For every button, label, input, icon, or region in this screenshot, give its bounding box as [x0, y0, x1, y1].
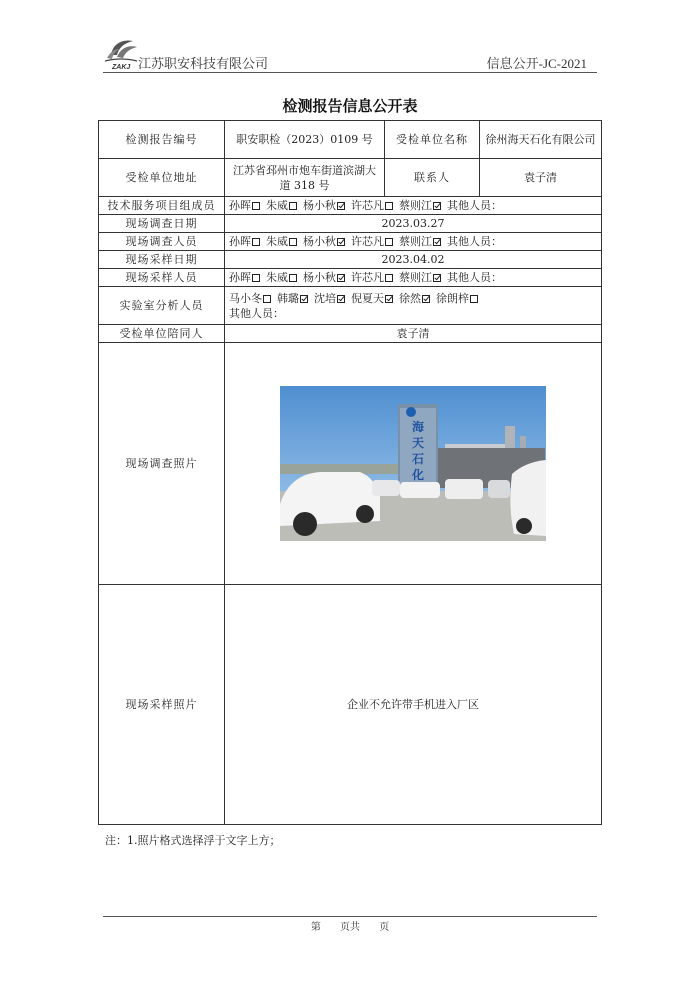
checked-box-icon	[433, 202, 441, 210]
report-no: 职安职检（2023）0109 号	[225, 121, 385, 159]
survey-staff-label: 现场调查人员	[99, 233, 225, 251]
staff-member	[399, 235, 444, 248]
staff-name: 许芯凡	[351, 199, 384, 212]
staff-name: 马小冬	[229, 291, 262, 305]
unchecked-box-icon	[289, 202, 297, 210]
staff-member	[399, 199, 444, 212]
staff-name: 徐朗梓	[436, 291, 469, 305]
staff-member	[351, 199, 396, 212]
footnote: 注：1.照片格式选择浮于文字上方；	[105, 834, 281, 847]
unchecked-box-icon	[470, 295, 478, 303]
staff-name: 杨小秋	[303, 199, 336, 212]
staff-member	[399, 292, 433, 305]
unchecked-box-icon	[263, 295, 271, 303]
checked-box-icon	[433, 274, 441, 282]
sampling-photo-note: 企业不允许带手机进入厂区	[225, 585, 602, 825]
survey-photo-cell	[225, 343, 602, 585]
sampling-date: 2023.04.02	[225, 251, 602, 269]
table-row	[99, 269, 602, 287]
sign-char: 天	[411, 436, 425, 450]
table-row	[99, 121, 602, 159]
staff-name: 许芯凡	[351, 271, 384, 284]
table-row	[99, 585, 602, 825]
others-label: 其他人员：	[447, 199, 502, 212]
table-row	[99, 215, 602, 233]
unchecked-box-icon	[385, 202, 393, 210]
sampling-date-label: 现场采样日期	[99, 251, 225, 269]
checked-box-icon	[422, 295, 430, 303]
staff-name: 朱威	[266, 235, 288, 248]
footer-pages: 页	[379, 922, 390, 933]
escort-label: 受检单位陪同人	[99, 325, 225, 343]
table-row	[99, 343, 602, 585]
survey-date: 2023.03.27	[225, 215, 602, 233]
staff-name: 韩璐	[277, 291, 299, 305]
checked-box-icon	[300, 295, 308, 303]
sampling-photo-label: 现场采样照片	[99, 585, 225, 825]
survey-photo	[280, 386, 546, 541]
staff-member	[399, 271, 444, 284]
tech-team-label: 技术服务项目组成员	[99, 197, 225, 215]
staff-member	[351, 235, 396, 248]
unit-name-label: 受检单位名称	[385, 121, 480, 159]
survey-staff-list	[225, 233, 602, 251]
unchecked-box-icon	[252, 274, 260, 282]
staff-name: 孙晖	[229, 235, 251, 248]
staff-name: 朱威	[266, 199, 288, 212]
table-row	[99, 159, 602, 197]
staff-member	[351, 292, 396, 305]
checked-box-icon	[337, 238, 345, 246]
page-header	[103, 33, 597, 73]
staff-member	[266, 199, 300, 212]
staff-name: 许芯凡	[351, 235, 384, 248]
header-divider	[103, 72, 597, 73]
table-row	[99, 197, 602, 215]
contact: 袁子清	[480, 159, 602, 197]
checked-box-icon	[337, 274, 345, 282]
others-label: 其他人员：	[447, 271, 502, 284]
company-name: 江苏职安科技有限公司	[138, 57, 269, 72]
staff-name: 杨小秋	[303, 271, 336, 284]
others-label: 其他人员：	[447, 235, 502, 248]
staff-name: 蔡则江	[399, 271, 432, 284]
staff-member	[303, 199, 348, 212]
staff-member	[266, 235, 300, 248]
staff-name: 孙晖	[229, 271, 251, 284]
lab-staff-list	[225, 287, 602, 325]
table-row	[99, 251, 602, 269]
staff-member	[303, 235, 348, 248]
sign-char: 海	[411, 420, 425, 434]
staff-member	[277, 292, 311, 305]
table-row	[99, 233, 602, 251]
report-no-label: 检测报告编号	[99, 121, 225, 159]
page-title: 检测报告信息公开表	[282, 97, 418, 115]
staff-name: 朱威	[266, 271, 288, 284]
sampling-staff-list	[225, 269, 602, 287]
staff-name: 杨小秋	[303, 235, 336, 248]
footer-page: 第	[310, 922, 321, 933]
page-footer	[0, 918, 700, 933]
sign-char: 石	[411, 452, 425, 466]
checked-box-icon	[337, 295, 345, 303]
unchecked-box-icon	[289, 274, 297, 282]
staff-name: 蔡则江	[399, 235, 432, 248]
table-row	[99, 325, 602, 343]
escort: 袁子清	[225, 325, 602, 343]
unchecked-box-icon	[252, 238, 260, 246]
staff-member	[266, 271, 300, 284]
unit-addr-label: 受检单位地址	[99, 159, 225, 197]
lab-staff-label: 实验室分析人员	[99, 287, 225, 325]
staff-member	[229, 235, 263, 248]
table-row	[99, 287, 602, 325]
unchecked-box-icon	[252, 202, 260, 210]
logo-text: ZAKJ	[112, 64, 131, 71]
staff-name: 徐然	[399, 291, 421, 305]
document-number: 信息公开-JC-2021	[486, 56, 587, 71]
company-logo	[103, 33, 139, 71]
staff-member	[314, 292, 348, 305]
staff-name: 沈培	[314, 291, 336, 305]
checked-box-icon	[433, 238, 441, 246]
survey-photo-label: 现场调查照片	[99, 343, 225, 585]
unit-addr: 江苏省邳州市炮车街道滨湖大道 318 号	[225, 159, 385, 197]
staff-name: 倪夏天	[351, 291, 384, 305]
survey-date-label: 现场调查日期	[99, 215, 225, 233]
unchecked-box-icon	[289, 238, 297, 246]
footer-divider	[103, 916, 597, 917]
unchecked-box-icon	[385, 274, 393, 282]
sign-char: 化	[411, 468, 425, 482]
staff-member	[229, 199, 263, 212]
staff-name: 孙晖	[229, 199, 251, 212]
checked-box-icon	[385, 295, 393, 303]
sampling-staff-label: 现场采样人员	[99, 269, 225, 287]
tech-team-list	[225, 197, 602, 215]
staff-member	[436, 292, 481, 305]
staff-member	[351, 271, 396, 284]
info-table	[98, 120, 602, 825]
footer-of: 页共	[340, 922, 360, 933]
staff-member	[303, 271, 348, 284]
staff-name: 蔡则江	[399, 199, 432, 212]
unit-name: 徐州海天石化有限公司	[480, 121, 602, 159]
contact-label: 联系人	[385, 159, 480, 197]
checked-box-icon	[337, 202, 345, 210]
unchecked-box-icon	[385, 238, 393, 246]
others-label: 其他人员：	[229, 306, 284, 320]
staff-member	[229, 292, 274, 305]
staff-member	[229, 271, 263, 284]
